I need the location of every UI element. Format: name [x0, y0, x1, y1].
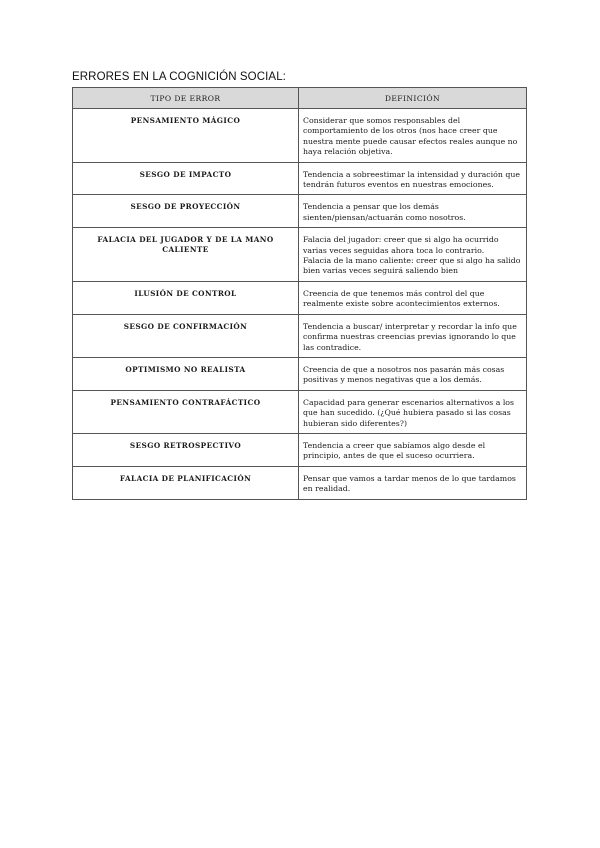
table-row [73, 109, 527, 163]
definition-text: Falacia del jugador: creer que si algo ha ocurrido varias veces seguidas ahora toca lo contrario. [303, 235, 499, 255]
error-type-cell: SESGO DE IMPACTO [73, 162, 299, 195]
definition-cell [299, 281, 527, 314]
definition-cell [299, 357, 527, 390]
cognitive-errors-table [72, 87, 527, 500]
definition-cell [299, 433, 527, 466]
table-row [73, 162, 527, 195]
table-row [73, 195, 527, 228]
definition-text: Creencia de que tenemos más control del que realmente existe sobre acontecimientos externos. [303, 288, 500, 309]
error-type-cell: SESGO DE PROYECCIÓN [73, 195, 299, 228]
error-type-cell: PENSAMIENTO MÁGICO [73, 109, 299, 163]
definition-text: Pensar que vamos a tardar menos de lo que tardamos en realidad. [303, 473, 516, 494]
definition-cell [299, 195, 527, 228]
definition-cell [299, 390, 527, 433]
error-type-cell: FALACIA DEL JUGADOR Y DE LA MANO CALIENTE [73, 228, 299, 282]
table-body [73, 109, 527, 500]
definition-cell [299, 109, 527, 163]
definition-text: Tendencia a buscar/ interpretar y recordar la info que confirma nuestras creencias previas ignorando lo que las contradice. [303, 321, 517, 352]
error-type-cell: OPTIMISMO NO REALISTA [73, 357, 299, 390]
definition-text: Capacidad para generar escenarios alternativos a los que han sucedido. (¿Qué hubiera pasado si las cosas hubieran sido diferentes?) [303, 397, 515, 428]
definition-cell [299, 314, 527, 357]
table-row [73, 281, 527, 314]
definition-text: Falacia de la mano caliente: creer que si algo ha salido bien varias veces seguirá saliendo bien [303, 256, 521, 276]
definition-cell [299, 162, 527, 195]
error-type-cell: PENSAMIENTO CONTRAFÁCTICO [73, 390, 299, 433]
header-row [73, 88, 527, 109]
table-row [73, 357, 527, 390]
error-type-cell: SESGO RETROSPECTIVO [73, 433, 299, 466]
table-row [73, 314, 527, 357]
definition-cell [299, 466, 527, 499]
definition-text: Creencia de que a nosotros nos pasarán más cosas positivas y menos negativas que a los demás. [303, 364, 505, 385]
table-row [73, 433, 527, 466]
error-type-cell: SESGO DE CONFIRMACIÓN [73, 314, 299, 357]
header-definition: DEFINICIÓN [299, 88, 527, 109]
table-row [73, 390, 527, 433]
definition-cell [299, 228, 527, 282]
error-type-cell: ILUSIÓN DE CONTROL [73, 281, 299, 314]
table-header [73, 88, 527, 109]
table-row [73, 228, 527, 282]
header-error-type: TIPO DE ERROR [73, 88, 299, 109]
table-row [73, 466, 527, 499]
definition-text: Considerar que somos responsables del comportamiento de los otros (nos hace creer que nuestra mente puede causar efectos reales aunque no haya relación objetiva. [303, 116, 518, 157]
definition-text: Tendencia a sobreestimar la intensidad y duración que tendrán futuros eventos en nuestras emociones. [303, 169, 520, 190]
document-title: ERRORES EN LA COGNICIÓN SOCIAL: [72, 71, 286, 83]
error-type-cell: FALACIA DE PLANIFICACIÓN [73, 466, 299, 499]
definition-text: Tendencia a creer que sabíamos algo desde el principio, antes de que el suceso ocurriera. [303, 440, 486, 461]
definition-text: Tendencia a pensar que los demás sienten/piensan/actuarán como nosotros. [303, 202, 466, 222]
